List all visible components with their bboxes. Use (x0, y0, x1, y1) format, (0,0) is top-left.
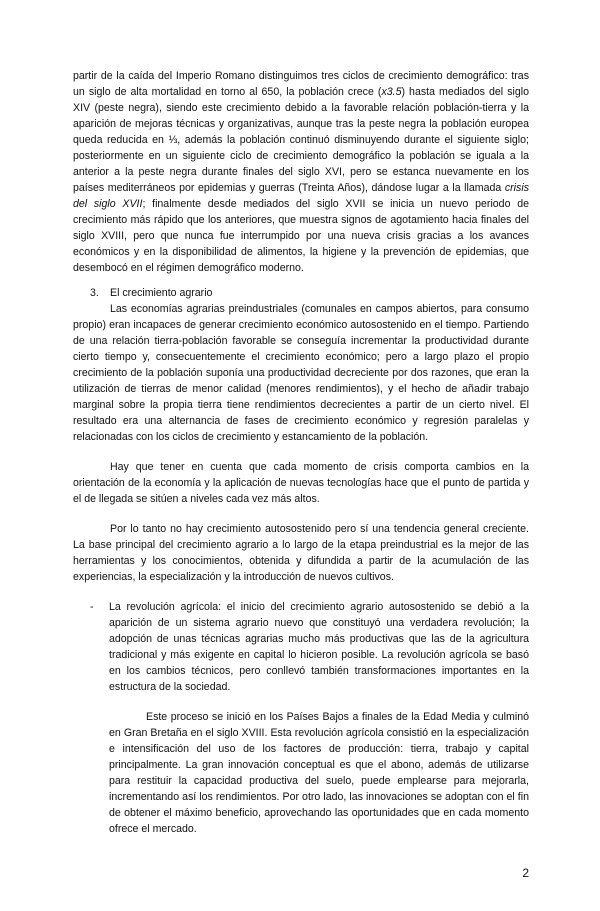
bullet-marker: - (90, 601, 94, 613)
page-number: 2 (522, 866, 529, 880)
paragraph: Este proceso se inició en los Países Bajos a finales de la Edad Media y culminó en Gran Bretaña en el siglo XVIII. Esta revolución agrícola consistió en la especialización e intensificación del uso de los factores de producción: tierra, trabajo y capital principalmente. La gran innovación conceptual es que el abono, además de utilizarse para restituir la capacidad productiva del suelo, puede emplearse para mejorarla, incrementando así los rendimientos. Por otro lado, las innovaciones se adoptan con el fin de obtener el máximo beneficio, aprovechando las oportunidades que en cada momento ofrece el mercado. (109, 711, 529, 835)
paragraph-demographic-cycles (73, 68, 529, 276)
italic-text: crisis del siglo XVII (73, 182, 529, 210)
paragraph: Por lo tanto no hay crecimiento autosostenido pero sí una tendencia general creciente. La base principal del crecimiento agrario a lo largo de la etapa preindustrial es la mejor de las herramientas y los conocimientos, obtenida y difundida a partir de la acumulación de las experiencias, la especialización y la introducción de nuevos cultivos. (73, 523, 529, 583)
bullet-item (73, 599, 529, 695)
paragraph: Las economías agrarias preindustriales (comunales en campos abiertos, para consumo propio) eran incapaces de generar crecimiento económico autosostenido en el tiempo. Partiendo de una relación tierra-población favorable se conseguía incrementar la productividad durante cierto tiempo y, consecuentemente el crecimiento económico; pero a largo plazo el propio crecimiento de la población suponía una productividad decreciente por dos razones, que eran la utilización de tierras de menor calidad (menores rendimientos), y el hecho de añadir trabajo marginal sobre la propia tierra tiene rendimientos decrecientes a partir de un cierto nivel. El resultado era una alternancia de fases de crecimiento económico y regresión paralelas y relacionadas con los ciclos de crecimiento y estancamiento de la población. (73, 303, 529, 443)
section-number: 3. (90, 287, 99, 299)
text: partir de la caída del Imperio Romano distinguimos tres ciclos de crecimiento demográfico: tras un siglo de alta mortalidad en torno al 650, la población crece ( (73, 70, 529, 98)
text: ; finalmente desde mediados del siglo XVII se inicia un nuevo periodo de crecimiento más rápido que los anteriores, que muestra signos de agotamiento hacia finales del siglo XVIII, pero que nunca fue interrumpido por una nueva crisis gracias a los avances económicos y en la disponibilidad de alimentos, la higiene y la prevención de epidemias, que desembocó en el régimen demográfico moderno. (73, 198, 529, 274)
text: ) hasta mediados del siglo XIV (peste negra), siendo este crecimiento debido a la favorable relación población-tierra y la aparición de mejoras técnicas y organizativas, aunque tras la peste negra la población europea queda reducida en ⅓, además la población continuó disminuyendo durante el siguiente siglo; posteriormente en un siguiente ciclo de crecimiento demográfico la población se iguala a la anterior a la peste negra durante finales del siglo XVI, pero se estanca nuevamente en los países mediterráneos por epidemias y guerras (Treinta Años), dándose lugar a la llamada (73, 86, 530, 194)
section-heading (73, 285, 529, 301)
section-title: El crecimiento agrario (110, 287, 213, 299)
bullet-text: La revolución agrícola: el inicio del crecimiento agrario autosostenido se debió a la aparición de un sistema agrario nuevo que constituyó una verdadera revolución; la adopción de unas técnicas agrarias mucho más productivas que las de la agricultura tradicional y más exigente en capital lo hicieron posible. La revolución agrícola se basó en los cambios técnicos, pero conllevó también transformaciones importantes en la estructura de la sociedad. (109, 601, 529, 693)
italic-text: x3.5 (381, 86, 402, 98)
paragraph: Hay que tener en cuenta que cada momento de crisis comporta cambios en la orientación de la economía y la aplicación de nuevas tecnologías hace que el punto de partida y el de llegada se sitúen a niveles cada vez más altos. (73, 461, 529, 505)
